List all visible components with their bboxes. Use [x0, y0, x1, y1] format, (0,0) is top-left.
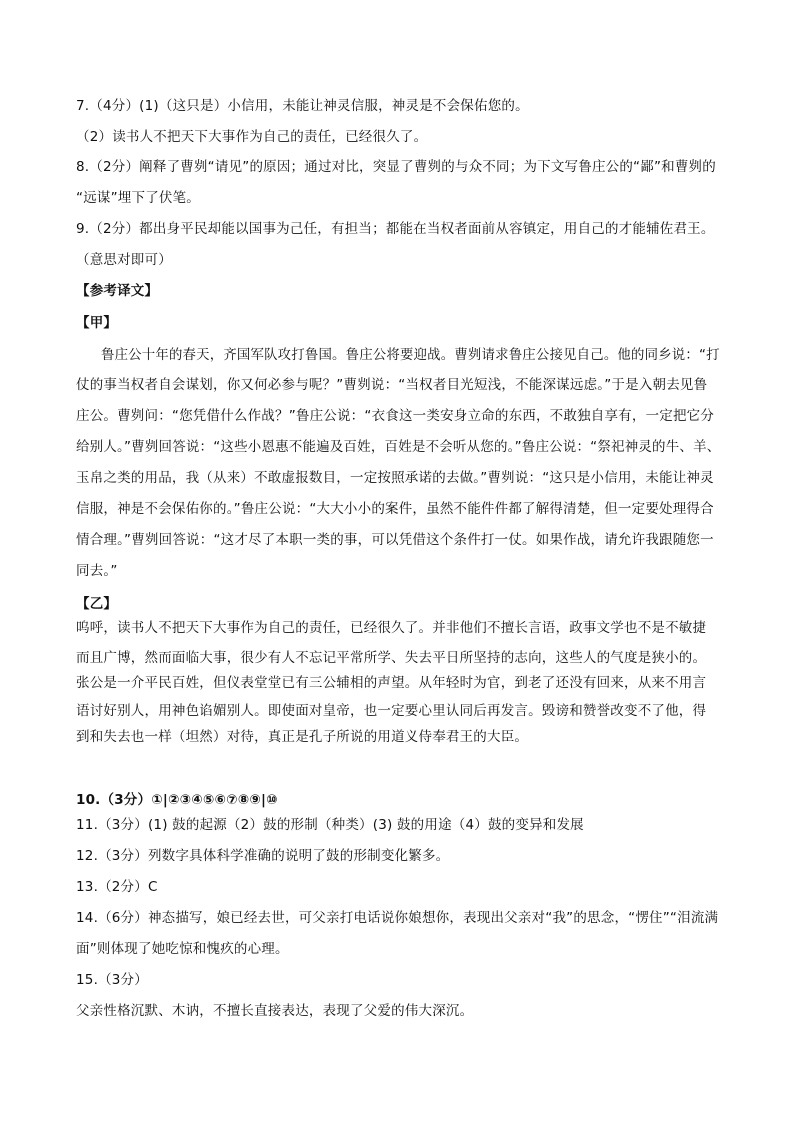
yi-line: 而且广博，然而面临大事，很少有人不忘记平常所学、失去平日所坚持的志向，这些人的气度是狭小的。	[76, 650, 707, 666]
answer-q15-text: 父亲性格沉默、木讷，不擅长直接表达，表现了父爱的伟大深沉。	[76, 1003, 474, 1019]
jia-line: 同去。”	[76, 563, 118, 579]
answer-q12: 12.（3分）列数字具体科学准确的说明了鼓的形制变化繁多。	[76, 848, 450, 864]
jia-line: 信服，神是不会保佑你的。”鲁庄公说：“大大小小的案件，虽然不能件件都了解得清楚，但一定要处理得合	[76, 501, 714, 517]
jia-line: 情合理。”曹刿回答说：“这才尽了本职一类的事，可以凭借这个条件打一仗。如果作战，请允许我跟随您一	[76, 532, 714, 548]
answer-q14-line1: 14.（6分）神态描写，娘已经去世，可父亲打电话说你娘想你，表现出父亲对“我”的思念，“愣住”“泪流满	[76, 910, 719, 926]
jia-line: 仗的事当权者自会谋划，你又何必参与呢？”曹刿说：“当权者目光短浅，不能深谋远虑。”于是入朝去见鲁	[76, 377, 708, 393]
answer-q8-line1: 8.（2分）阐释了曹刿“请见”的原因；通过对比，突显了曹刿的与众不同；为下文写鲁庄公的“鄙”和曹刿的	[76, 159, 716, 175]
yi-line: 到和失去也一样（坦然）对待，真正是孔子所说的用道义侍奉君王的大臣。	[76, 729, 529, 745]
translation-jia-heading: 【甲】	[76, 315, 118, 331]
answer-q15: 15.（3分）	[76, 972, 148, 988]
answer-q14-line2: 面”则体现了她吃惊和愧疚的心理。	[76, 941, 289, 957]
answer-q8-line2: “远谋”埋下了伏笔。	[76, 190, 200, 206]
answer-q7-line1: 7.（4分）(1)（这只是）小信用，未能让神灵信服，神灵是不会保佑您的。	[76, 98, 529, 114]
yi-line: 呜呼，读书人不把天下大事作为自己的责任，已经很久了。并非他们不擅长言语，政事文学也不是不敏捷	[76, 620, 707, 636]
translation-yi-heading: 【乙】	[76, 596, 118, 612]
answer-q11: 11.（3分）(1) 鼓的起源（2）鼓的形制（种类）(3) 鼓的用途（4）鼓的变异和发展	[76, 817, 584, 833]
yi-line: 语讨好别人，用神色谄媚别人。即使面对皇帝，也一定要心里认同后再发言。毁谤和赞誉改变不了他，得	[76, 703, 707, 719]
jia-line: 玉帛之类的用品，我（从来）不敢虚报数目，一定按照承诺的去做。”曹刿说：“这只是小信用，未能让神灵	[76, 470, 714, 486]
jia-line: 鲁庄公十年的春天，齐国军队攻打鲁国。鲁庄公将要迎战。曹刿请求鲁庄公接见自己。他的同乡说：“打	[101, 347, 720, 363]
answer-q9-line2: （意思对即可）	[76, 252, 172, 268]
yi-line: 张公是一介平民百姓，但仪表堂堂已有三公辅相的声望。从年轻时为官，到老了还没有回来，从来不用言	[76, 675, 707, 691]
answer-q9-line1: 9.（2分）都出身平民却能以国事为己任，有担当；都能在当权者面前从容镇定，用自己的才能辅佐君王。	[76, 221, 715, 237]
answer-q13: 13.（2分）C	[76, 879, 158, 895]
answer-q7-line2: （2）读书人不把天下大事作为自己的责任，已经很久了。	[76, 129, 428, 145]
jia-line: 给别人。”曹刿回答说：“这些小恩惠不能遍及百姓，百姓是不会听从您的。”鲁庄公说：“祭祀神灵的牛、羊、	[76, 439, 721, 455]
translation-heading: 【参考译文】	[76, 283, 159, 299]
answer-q10: 10.（3分）①|②③④⑤⑥⑦⑧⑨|⑩	[76, 792, 278, 808]
jia-line: 庄公。曹刿问：“您凭借什么作战？”鲁庄公说：“衣食这一类安身立命的东西，不敢独自享有，一定把它分	[76, 408, 715, 424]
